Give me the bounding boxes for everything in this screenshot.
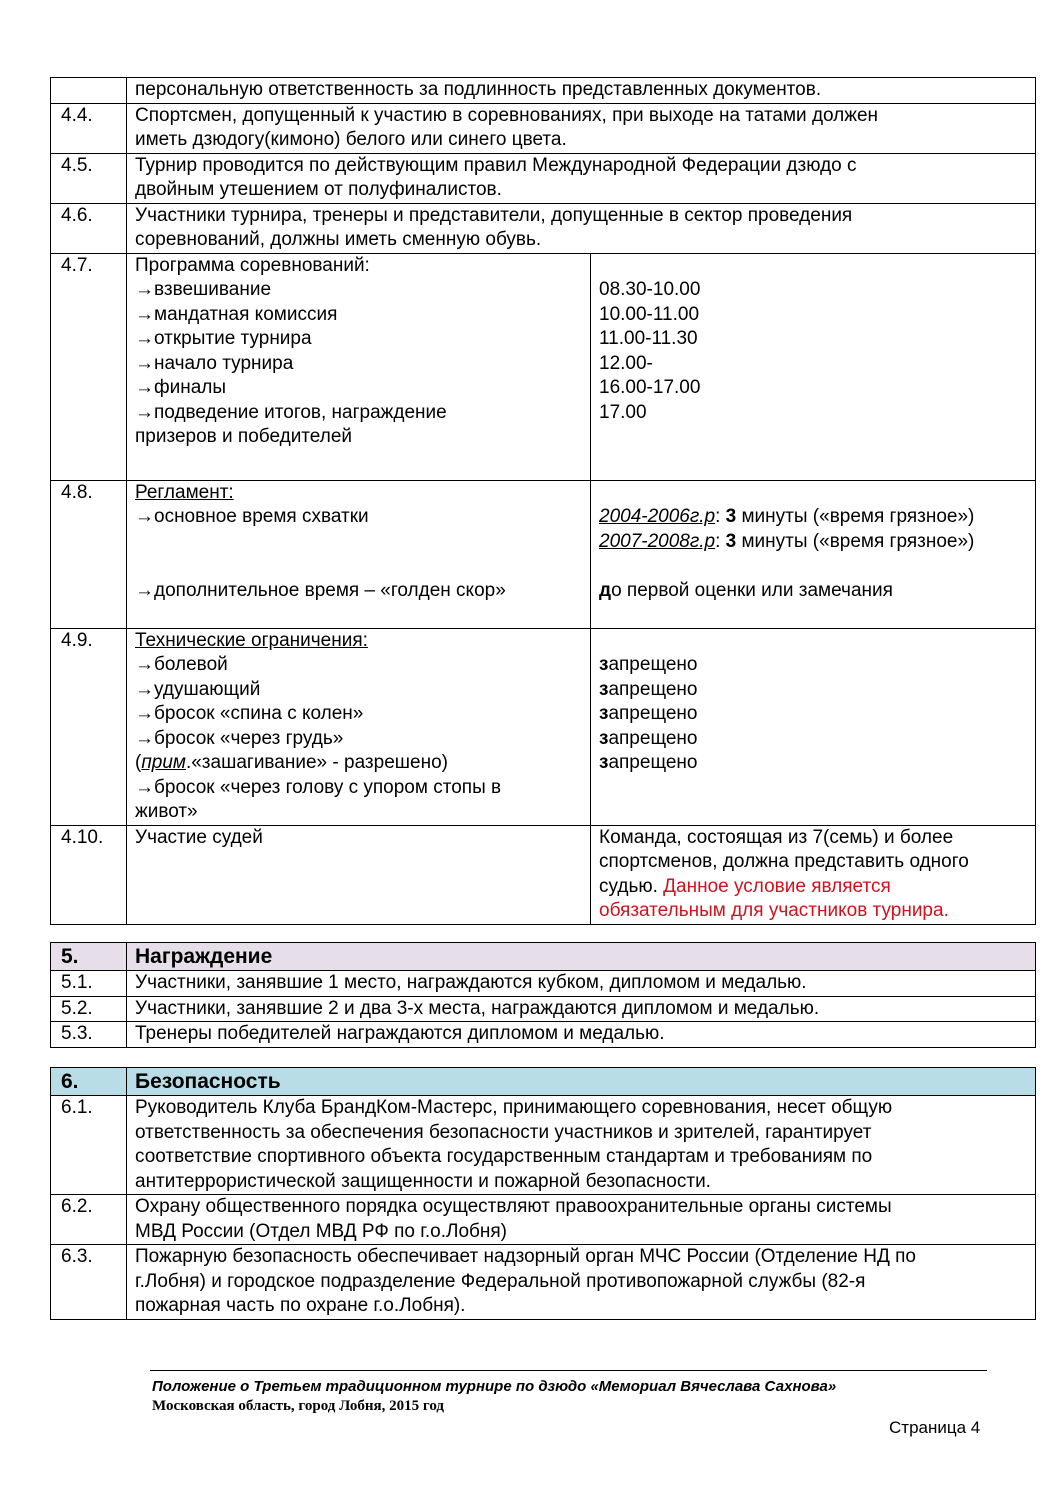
restriction-item: →удушающий (135, 678, 261, 700)
program-time: 08.30-10.00 (599, 279, 701, 300)
table-row (51, 78, 1036, 104)
row-number: 6.1. (51, 1096, 127, 1195)
row-text: Участники турнира, тренеры и представители, допущенные в сектор проведения (135, 204, 853, 226)
program-item: →начало турнира (135, 352, 294, 374)
table-row (51, 153, 1036, 203)
regulation-cell (127, 480, 591, 628)
row-text: Участники, занявшие 1 место, награждаются кубком, дипломом и медалью. (127, 971, 1036, 997)
note-abbrev: прим (141, 752, 186, 773)
row-text-cell (127, 1195, 1036, 1245)
bold-letter: з (599, 752, 609, 773)
minutes-value: 3 (725, 530, 737, 552)
program-time: 10.00-11.00 (599, 303, 700, 325)
table-row (51, 253, 1036, 480)
row-text: Пожарную безопасность обеспечивает надзорный орган МЧС России (Отделение НД по (135, 1246, 916, 1267)
separator: : (715, 506, 726, 527)
restriction-value (599, 751, 1027, 776)
restriction-item: →бросок «через грудь» (135, 727, 344, 749)
value-text: апрещено (608, 752, 698, 773)
row-number: 6.3. (51, 1245, 127, 1320)
program-time: 16.00-17.00 (599, 377, 701, 398)
program-item: призеров и победителей (135, 426, 352, 447)
row-text: г.Лобня) и городское подразделение Федеральной противопожарной службы (82-я (135, 1270, 866, 1292)
judges-text (599, 875, 1027, 900)
judges-label-cell (127, 825, 591, 924)
page-number: Страница 4 (889, 1418, 981, 1437)
regulation-values-cell (591, 480, 1036, 628)
footer-document-title: Положение о Третьем традиционном турнире по дзюдо «Мемориал Вячеслава Сахнова» (152, 1378, 837, 1395)
restriction-note (135, 751, 582, 776)
bold-letter: з (599, 703, 609, 724)
row-number: 4.8. (51, 480, 127, 628)
table-row (51, 1022, 1036, 1048)
program-item: →мандатная комиссия (135, 303, 338, 325)
note-text: .«зашагивание» - разрешено) (185, 752, 448, 773)
table-row (51, 1245, 1036, 1320)
regulation-value (599, 530, 1027, 555)
restriction-item: живот» (135, 801, 198, 822)
separator: : (715, 530, 726, 552)
program-item: →взвешивание (135, 279, 272, 300)
row-text: Участники, занявшие 2 и два 3-х места, награждаются дипломом и медалью. (127, 996, 1036, 1022)
row-text: Спортсмен, допущенный к участию в соревнованиях, при выходе на татами должен (135, 104, 879, 126)
program-time: 17.00 (599, 401, 647, 423)
section-5-table (50, 942, 1036, 1048)
footer-divider (150, 1370, 987, 1371)
restrictions-cell (127, 628, 591, 825)
row-text-cell (127, 1096, 1036, 1195)
row-number: 4.4. (51, 103, 127, 153)
bold-letter: з (599, 727, 609, 749)
row-text: пожарная часть по охране г.о.Лобня). (135, 1295, 466, 1316)
regulation-value (599, 505, 1027, 530)
restrictions-values-cell (591, 628, 1036, 825)
paren: ( (135, 752, 142, 773)
row-text: персональную ответственность за подлинность представленных документов. (135, 79, 822, 100)
program-item: →открытие турнира (135, 328, 312, 349)
row-text-cell (127, 78, 1036, 104)
row-text: двойным утешением от полуфиналистов. (135, 179, 502, 200)
value-text: апрещено (608, 654, 698, 675)
restriction-value (599, 727, 1027, 752)
row-text-cell (127, 103, 1036, 153)
regulation-value (599, 579, 1027, 604)
row-number: 4.6. (51, 203, 127, 253)
row-text-cell (127, 1245, 1036, 1320)
row-text: иметь дзюдогу(кимоно) белого или синего цвета. (135, 129, 567, 150)
table-row (51, 480, 1036, 628)
minutes-value: 3 (725, 506, 737, 527)
table-row (51, 971, 1036, 997)
minutes-text: минуты («время грязное») (736, 530, 975, 552)
section-6-table (50, 1067, 1036, 1320)
row-text-cell (127, 153, 1036, 203)
row-number: 4.10. (51, 825, 127, 924)
table-row (51, 1195, 1036, 1245)
year-range: 2007-2008г.р (599, 530, 716, 552)
row-text: соревнований, должны иметь сменную обувь. (135, 229, 542, 250)
section-number: 6. (51, 1068, 127, 1096)
row-text: МВД России (Отдел МВД РФ по г.о.Лобня) (135, 1220, 508, 1242)
restriction-item: →болевой (135, 654, 228, 675)
judges-text-part: судью. (599, 875, 664, 897)
judges-label: Участие судей (135, 826, 263, 848)
row-text: Охрану общественного порядка осуществляют правоохранительные органы системы (135, 1196, 892, 1217)
section-title: Безопасность (127, 1068, 1036, 1096)
row-number: 4.9. (51, 628, 127, 825)
section-4-table (50, 77, 1036, 925)
table-row (51, 628, 1036, 825)
judges-warning: Данное условие является (663, 875, 891, 897)
judges-text: спортсменов, должна представить одного (599, 851, 969, 872)
table-row (51, 1096, 1036, 1195)
restriction-item: →бросок «через голову с упором стопы в (135, 776, 502, 798)
row-number: 4.7. (51, 253, 127, 480)
row-number: 5.3. (51, 1022, 127, 1048)
row-number: 5.1. (51, 971, 127, 997)
value-text: апрещено (608, 678, 698, 700)
year-range: 2004-2006г.р (599, 506, 716, 527)
regulation-title: Регламент: (135, 481, 234, 503)
row-number: 4.5. (51, 153, 127, 203)
row-text: Тренеры победителей награждаются дипломом и медалью. (127, 1022, 1036, 1048)
table-row (51, 203, 1036, 253)
judges-warning: обязательным для участников турнира. (599, 900, 949, 921)
bold-letter: д (599, 579, 612, 601)
table-row (51, 996, 1036, 1022)
row-text: ответственность за обеспечения безопасности участников и зрителей, гарантирует (135, 1121, 872, 1143)
value-text: апрещено (608, 727, 698, 749)
footer-location: Московская область, город Лобня, 2015 год (152, 1398, 445, 1414)
regulation-item: →дополнительное время – «голден скор» (135, 579, 506, 601)
section-heading (51, 1068, 1036, 1096)
program-title: Программа соревнований: (135, 254, 370, 276)
row-text: соответствие спортивного объекта государственным стандартам и требованиям по (135, 1146, 873, 1167)
bold-letter: з (599, 654, 609, 675)
judges-text-cell (591, 825, 1036, 924)
program-time: 12.00- (599, 352, 653, 374)
program-item: →подведение итогов, награждение (135, 401, 447, 423)
program-time: 11.00-11.30 (599, 328, 698, 349)
restriction-item: →бросок «спина с колен» (135, 703, 364, 724)
row-number: 5.2. (51, 996, 127, 1022)
bold-letter: з (599, 678, 609, 700)
row-number: 6.2. (51, 1195, 127, 1245)
row-number-cell (51, 78, 127, 104)
section-heading (51, 943, 1036, 971)
program-item: →финалы (135, 377, 227, 398)
program-times-cell (591, 253, 1036, 480)
row-text: Руководитель Клуба БрандКом-Мастерс, принимающего соревнования, несет общую (135, 1097, 893, 1118)
row-text: Турнир проводится по действующим правил Международной Федерации дзюдо с (135, 154, 857, 176)
row-text-cell (127, 203, 1036, 253)
regulation-item: →основное время схватки (135, 506, 369, 527)
table-row (51, 825, 1036, 924)
section-title: Награждение (127, 943, 1036, 971)
restriction-value (599, 678, 1027, 703)
minutes-text: минуты («время грязное») (736, 506, 975, 527)
program-cell (127, 253, 591, 480)
restriction-value (599, 702, 1027, 727)
row-text: антитеррористической защищенности и пожарной безопасности. (135, 1170, 711, 1192)
restrictions-title: Технические ограничения: (135, 629, 368, 651)
section-number: 5. (51, 943, 127, 971)
restriction-value (599, 653, 1027, 678)
table-row (51, 103, 1036, 153)
value-text: апрещено (608, 703, 698, 724)
judges-text: Команда, состоящая из 7(семь) и более (599, 826, 954, 848)
regulation-text: о первой оценки или замечания (611, 579, 893, 601)
